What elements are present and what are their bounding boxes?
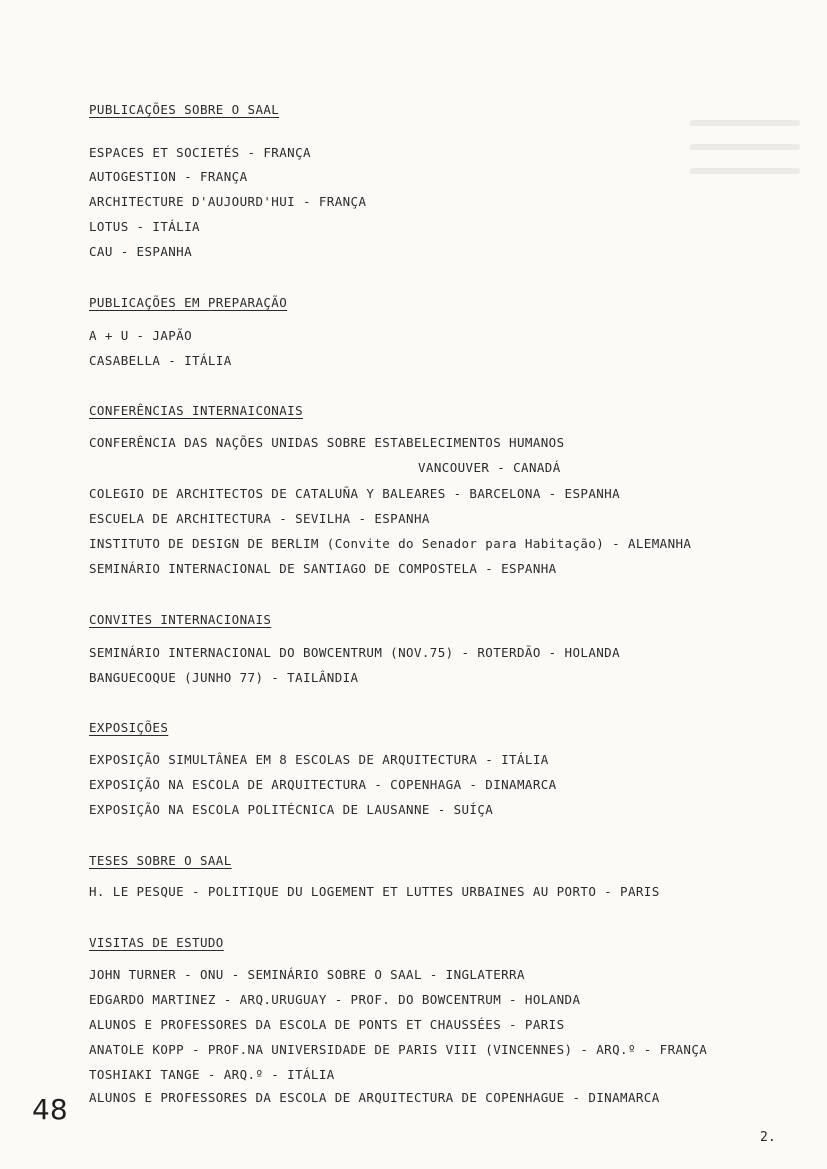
heading-exposicoes: EXPOSIÇÕES	[89, 720, 169, 735]
list-item: LOTUS - ITÁLIA	[89, 219, 200, 234]
list-item: ANATOLE KOPP - PROF.NA UNIVERSIDADE DE PARIS VIII (VINCENNES) - ARQ.º - FRANÇA	[89, 1042, 708, 1057]
handwritten-page-number: 48	[32, 1093, 68, 1126]
list-item: EXPOSIÇÃO NA ESCOLA POLITÉCNICA DE LAUSANNE - SUÍÇA	[89, 802, 494, 817]
list-item: CASABELLA - ITÁLIA	[89, 353, 232, 368]
list-item: ALUNOS E PROFESSORES DA ESCOLA DE ARQUITECTURA DE COPENHAGUE - DINAMARCA	[89, 1090, 660, 1105]
heading-publicacoes-saal: PUBLICAÇÕES SOBRE O SAAL	[89, 102, 280, 117]
list-item: EXPOSIÇÃO NA ESCOLA DE ARQUITECTURA - COPENHAGA - DINAMARCA	[89, 777, 557, 792]
list-item: SEMINÁRIO INTERNACIONAL DO BOWCENTRUM (NOV.75) - ROTERDÃO - HOLANDA	[89, 645, 621, 660]
heading-visitas: VISITAS DE ESTUDO	[89, 935, 224, 950]
list-item: TOSHIAKI TANGE - ARQ.º - ITÁLIA	[89, 1067, 335, 1082]
heading-convites: CONVITES INTERNACIONAIS	[89, 612, 272, 627]
list-item: EDGARDO MARTINEZ - ARQ.URUGUAY - PROF. DO BOWCENTRUM - HOLANDA	[89, 992, 581, 1007]
list-item: SEMINÁRIO INTERNACIONAL DE SANTIAGO DE COMPOSTELA - ESPANHA	[89, 561, 557, 576]
list-item: ARCHITECTURE D'AUJOURD'HUI - FRANÇA	[89, 194, 367, 209]
list-item: COLEGIO DE ARCHITECTOS DE CATALUÑA Y BALEARES - BARCELONA - ESPANHA	[89, 486, 621, 501]
list-item: AUTOGESTION - FRANÇA	[89, 169, 248, 184]
list-item: ALUNOS E PROFESSORES DA ESCOLA DE PONTS ET CHAUSSÉES - PARIS	[89, 1017, 565, 1032]
list-item: EXPOSIÇÃO SIMULTÂNEA EM 8 ESCOLAS DE ARQUITECTURA - ITÁLIA	[89, 752, 549, 767]
heading-conferencias: CONFERÊNCIAS INTERNAICONAIS	[89, 403, 303, 418]
typed-page-number: 2.	[760, 1130, 776, 1145]
list-item: CONFERÊNCIA DAS NAÇÕES UNIDAS SOBRE ESTABELECIMENTOS HUMANOS	[89, 435, 565, 450]
list-item: JOHN TURNER - ONU - SEMINÁRIO SOBRE O SAAL - INGLATERRA	[89, 967, 525, 982]
bleed-through-marks	[690, 120, 800, 210]
list-item: BANGUECOQUE (JUNHO 77) - TAILÂNDIA	[89, 670, 359, 685]
list-item: A + U - JAPÃO	[89, 328, 193, 343]
heading-publicacoes-preparacao: PUBLICAÇÕES EM PREPARAÇÃO	[89, 295, 288, 310]
list-item: ESCUELA DE ARCHITECTURA - SEVILHA - ESPANHA	[89, 511, 430, 526]
list-item: VANCOUVER - CANADÁ	[418, 460, 561, 475]
heading-teses: TESES SOBRE O SAAL	[89, 853, 232, 868]
list-item: H. LE PESQUE - POLITIQUE DU LOGEMENT ET LUTTES URBAINES AU PORTO - PARIS	[89, 884, 660, 899]
list-item: INSTITUTO DE DESIGN DE BERLIM (Convite do Senador para Habitação) - ALEMANHA	[89, 536, 692, 551]
list-item: ESPACES ET SOCIETÉS - FRANÇA	[89, 145, 311, 160]
list-item: CAU - ESPANHA	[89, 244, 193, 259]
